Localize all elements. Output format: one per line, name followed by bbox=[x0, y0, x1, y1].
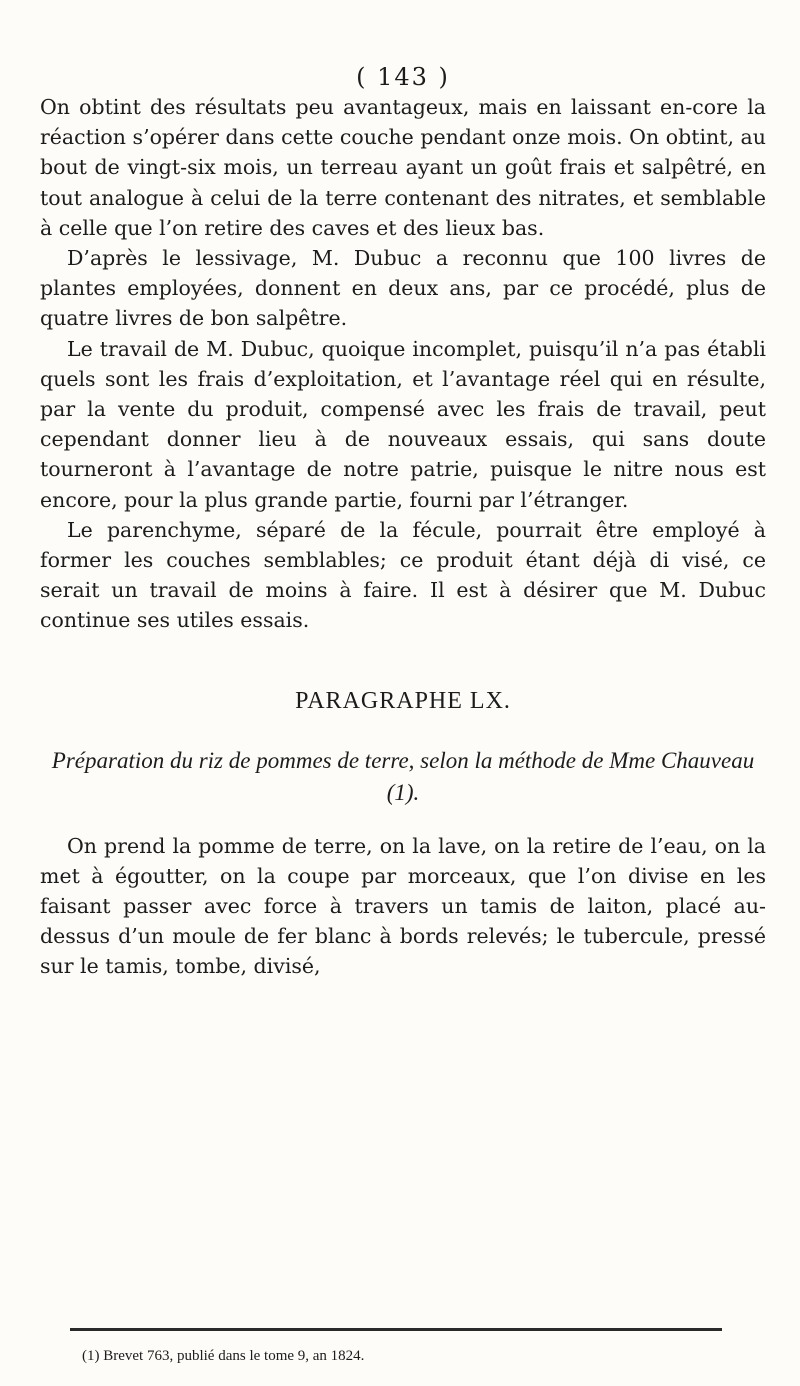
section-heading: PARAGRAPHE LX. bbox=[295, 687, 511, 714]
book-page bbox=[40, 62, 766, 982]
section-subheading: Préparation du riz de pommes de terre, selon la méthode de Mme Chauveau (1). bbox=[51, 747, 755, 805]
paragraph-2: D’après le lessivage, M. Dubuc a reconnu que 100 livres de plantes employées, donnent en deux ans, par ce procédé, plus de quatre livres de bon salpêtre. bbox=[40, 246, 766, 331]
paragraph-1: On obtint des résultats peu avantageux, mais en laissant en-core la réaction s’opérer dans cette couche pendant onze mois. On obtint, au bout de vingt-six mois, un terreau ayant un goût frais et salpêtré, en tout analogue à celui de la terre contenant des nitrates, et semblable à celle que l’on retire des caves et des lieux bas. bbox=[40, 95, 766, 240]
paragraph-4: Le parenchyme, séparé de la fécule, pourrait être employé à former les couches semblables; ce produit étant déjà di visé, ce serait un travail de moins à faire. Il est à désirer que M. Dubuc continue ses utiles essais. bbox=[40, 517, 766, 633]
section-paragraph: On prend la pomme de terre, on la lave, on la retire de l’eau, on la met à égoutter, on la coupe par morceaux, que l’on divise en les faisant passer avec force à travers un tamis de laiton, placé au-dessus d’un moule de fer blanc à bords relevés; le tubercule, pressé sur le tamis, tombe, divisé, bbox=[40, 833, 766, 979]
paragraph-3: Le travail de M. Dubuc, quoique incomplet, puisqu’il n’a pas établi quels sont les frais d’exploitation, et l’avantage réel qui en résulte, par la vente du produit, compensé avec les frais de travail, peut cependant donner lieu à de nouveaux essais, qui sans doute tourneront à l’avantage de notre patrie, puisque le nitre nous est encore, pour la plus grande partie, fourni par l’étranger. bbox=[40, 336, 766, 512]
footnote: (1) Brevet 763, publié dans le tome 9, an 1824. bbox=[82, 1348, 365, 1364]
page-number: ( 143 ) bbox=[356, 63, 450, 91]
footnote-divider bbox=[70, 1328, 722, 1331]
